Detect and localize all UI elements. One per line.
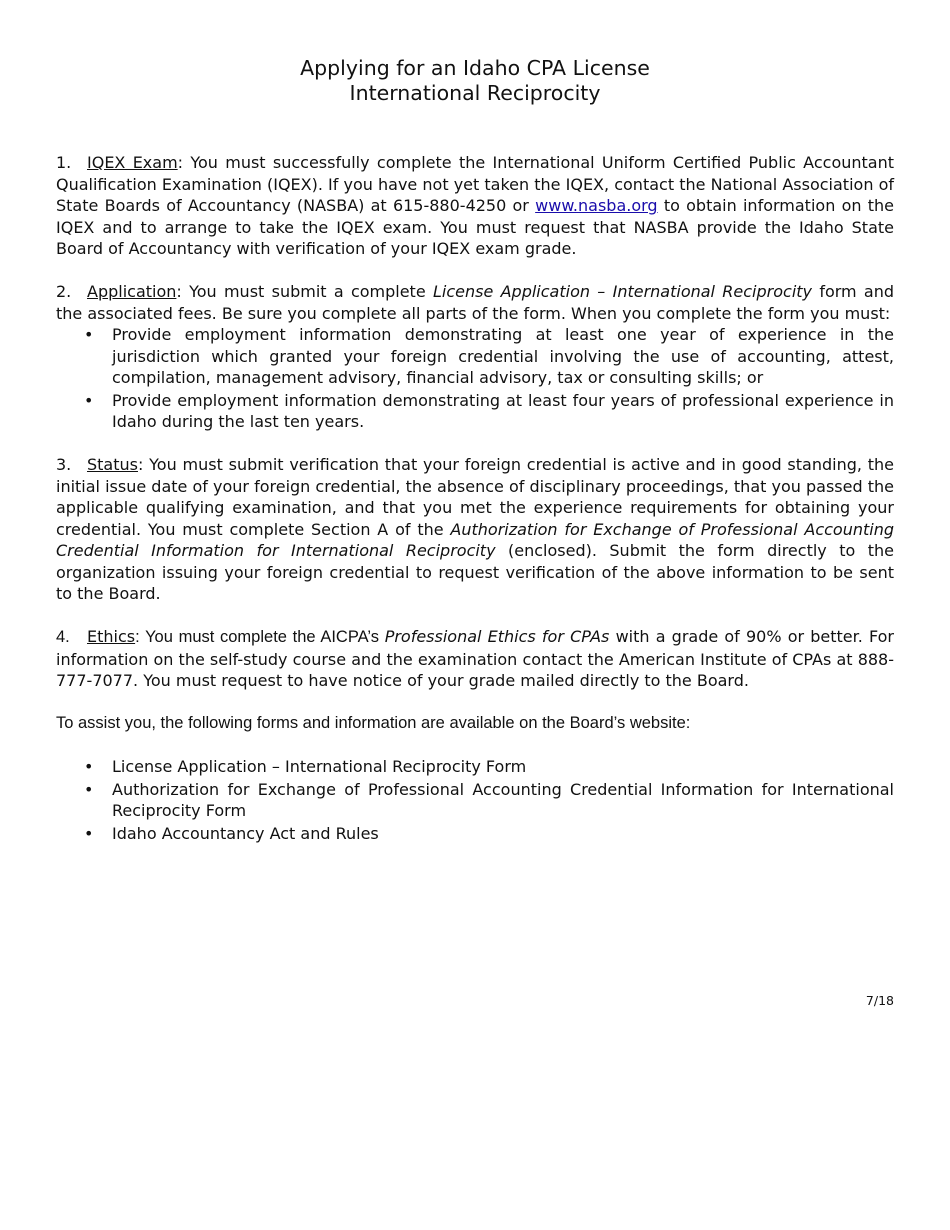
course-name: Professional Ethics for CPAs bbox=[384, 627, 610, 646]
resources-list bbox=[56, 756, 894, 844]
list-item: • Provide employment information demonstrating at least one year of experience in the jurisdiction which granted your foreign credential involving the use of accounting, attest, compilation, management advisory, financial advisory, tax or consulting skills; or bbox=[84, 325, 894, 387]
nasba-link[interactable]: www.nasba.org bbox=[535, 196, 658, 215]
list-item: • Idaho Accountancy Act and Rules bbox=[84, 823, 379, 843]
section-text: to obtain information on the IQEX and to arrange to take the IQEX exam. You must request that NASBA provide the Idaho State Board of Accountancy with verification of your IQEX exam grade. bbox=[56, 196, 894, 258]
assist-intro: To assist you, the following forms and information are available on the Board’s website: bbox=[56, 714, 691, 732]
form-name: License Application – International Reciprocity bbox=[432, 282, 813, 301]
section-application bbox=[56, 281, 894, 324]
section-iqex bbox=[56, 152, 894, 260]
bullet-icon: • bbox=[84, 823, 94, 843]
title-line-2: International Reciprocity bbox=[349, 81, 601, 105]
section-text: : You must submit verification that your foreign credential is active and in good standing, the initial issue date of your foreign credential, the absence of disciplinary proceedings, that you passed the applicable qualifying examination, and that you met the experience requirements for obtaining your credential. You must complete Section A of the bbox=[56, 455, 894, 539]
section-text: : You must complete the AICPA’s bbox=[135, 628, 385, 646]
section-text: (enclosed). Submit the form directly to the organization issuing your foreign credential to request verification of the above information to be sent to the Board. bbox=[56, 541, 894, 603]
title-line-1: Applying for an Idaho CPA License bbox=[300, 56, 650, 80]
section-text: with a grade of 90% or better. For information on the self-study course and the examination contact the American Institute of CPAs at 888-777-7077. You must request to have notice of your grade mailed directly to the Board. bbox=[56, 627, 895, 690]
section-number: 1. bbox=[56, 153, 72, 172]
bullet-icon: • bbox=[84, 390, 94, 410]
application-requirements-list bbox=[56, 324, 894, 433]
section-text: : You must submit a complete bbox=[176, 282, 433, 301]
bullet-icon: • bbox=[84, 325, 94, 344]
revision-date: 7/18 bbox=[865, 993, 894, 1008]
document-title bbox=[0, 56, 950, 106]
list-item: • Authorization for Exchange of Professional Accounting Credential Information for International Reciprocity Form bbox=[84, 779, 894, 820]
section-number: 2. bbox=[56, 282, 72, 301]
list-item: • License Application – International Reciprocity Form bbox=[84, 757, 527, 776]
section-text: : You must successfully complete the International Uniform Certified Public Accountant Qualification Examination (IQEX). If you have not yet taken the IQEX, contact the National Association of State Boards of Accountancy (NASBA) at 615-880-4250 or bbox=[56, 153, 894, 215]
section-text: form and the associated fees. Be sure you complete all parts of the form. When you complete the form you must: bbox=[56, 282, 895, 323]
section-heading: Ethics bbox=[87, 627, 136, 646]
section-number: 4. bbox=[56, 628, 70, 646]
section-status bbox=[56, 454, 894, 605]
bullet-icon: • bbox=[84, 757, 94, 776]
section-heading: Application bbox=[87, 282, 177, 301]
document-body bbox=[56, 152, 894, 845]
form-name: Authorization for Exchange of Professional Accounting Credential Information for International Reciprocity bbox=[56, 519, 895, 560]
section-ethics bbox=[56, 626, 894, 692]
section-number: 3. bbox=[56, 455, 72, 474]
section-heading: IQEX Exam bbox=[87, 153, 178, 172]
section-heading: Status bbox=[87, 455, 138, 474]
list-item: • Provide employment information demonstrating at least four years of professional experience in Idaho during the last ten years. bbox=[84, 390, 894, 431]
bullet-icon: • bbox=[84, 779, 94, 799]
